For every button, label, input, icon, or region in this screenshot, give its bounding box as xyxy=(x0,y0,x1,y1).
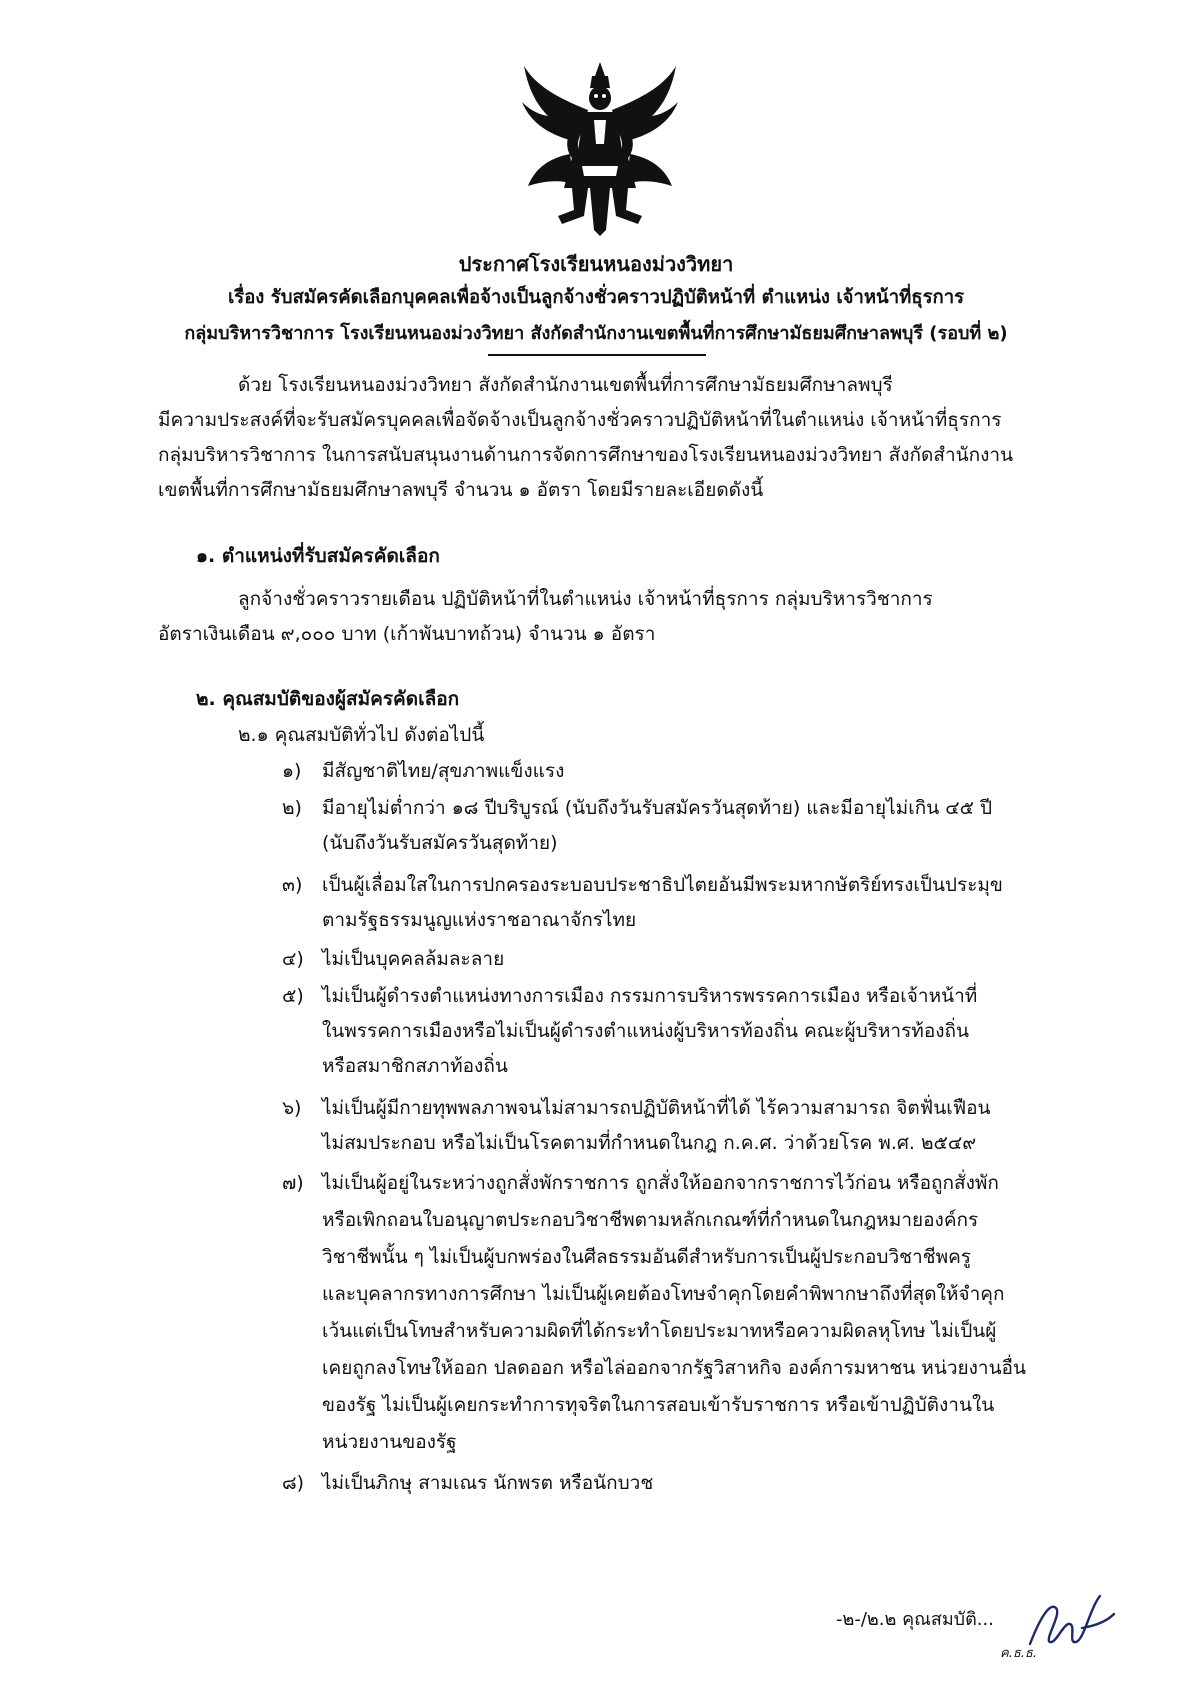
list-item-text: ไม่เป็นผู้ดำรงตำแหน่งทางการเมือง กรรมการบริหารพรรคการเมือง หรือเจ้าหน้าที่ xyxy=(322,985,978,1007)
list-item-text: และบุคลากรทางการศึกษา ไม่เป็นผู้เคยต้องโทษจำคุกโดยคำพิพากษาถึงที่สุดให้จำคุก xyxy=(322,1283,1005,1305)
list-item-number: ๘) xyxy=(282,1472,305,1494)
intro-line-2: มีความประสงค์ที่จะรับสมัครบุคคลเพื่อจัดจ้างเป็นลูกจ้างชั่วคราวปฏิบัติหน้าที่ในตำแหน่ง เจ้าหน้าที่ธุรการ xyxy=(158,409,1002,431)
initials: ค.ธ.ธ. xyxy=(1000,1646,1037,1661)
section-2-sub-heading: ๒.๑ คุณสมบัติทั่วไป ดังต่อไปนี้ xyxy=(238,724,485,746)
list-item-text: ไม่เป็นภิกษุ สามเณร นักพรต หรือนักบวช xyxy=(322,1472,654,1494)
announcement-subject-line-2: กลุ่มบริหารวิชาการ โรงเรียนหนองม่วงวิทยา สังกัดสำนักงานเขตพื้นที่การศึกษามัธยมศึกษาลพบุรี (รอบที่ ๒) xyxy=(184,323,1008,344)
section-1-line-1: ลูกจ้างชั่วคราวรายเดือน ปฏิบัติหน้าที่ในตำแหน่ง เจ้าหน้าที่ธุรการ กลุ่มบริหารวิชาการ xyxy=(238,588,933,610)
intro-line-1: ด้วย โรงเรียนหนองม่วงวิทยา สังกัดสำนักงานเขตพื้นที่การศึกษามัธยมศึกษาลพบุรี xyxy=(238,374,893,396)
list-item-text: เคยถูกลงโทษให้ออก ปลดออก หรือไล่ออกจากรัฐวิสาหกิจ องค์การมหาชน หน่วยงานอื่น xyxy=(322,1357,1026,1379)
list-item-text: ไม่เป็นบุคคลล้มละลาย xyxy=(322,948,505,970)
list-item-text: เว้นแต่เป็นโทษสำหรับความผิดที่ได้กระทำโดยประมาทหรือความผิดลหุโทษ ไม่เป็นผู้ xyxy=(322,1320,997,1342)
list-item-text: มีอายุไม่ต่ำกว่า ๑๘ ปีบริบูรณ์ (นับถึงวันรับสมัครวันสุดท้าย) และมีอายุไม่เกิน ๔๕ ปี xyxy=(322,797,993,819)
list-item-text: ไม่เป็นผู้มีกายทุพพลภาพจนไม่สามารถปฏิบัติหน้าที่ได้ ไร้ความสามารถ จิตฟั่นเฟือน xyxy=(322,1097,991,1119)
list-item-number: ๓) xyxy=(282,874,303,896)
list-item-text: หรือสมาชิกสภาท้องถิ่น xyxy=(322,1055,508,1077)
list-item-number: ๑) xyxy=(282,760,302,782)
section-2-heading: ๒. คุณสมบัติของผู้สมัครคัดเลือก xyxy=(196,688,460,710)
list-item-number: ๗) xyxy=(282,1172,304,1194)
garuda-emblem-icon xyxy=(518,58,682,236)
list-item-text: มีสัญชาติไทย/สุขภาพแข็งแรง xyxy=(322,760,565,782)
section-1-line-2: อัตราเงินเดือน ๙,๐๐๐ บาท (เก้าพันบาทถ้วน) จำนวน ๑ อัตรา xyxy=(158,623,656,645)
list-item-text: ไม่สมประกอบ หรือไม่เป็นโรคตามที่กำหนดในกฎ ก.ค.ศ. ว่าด้วยโรค พ.ศ. ๒๕๔๙ xyxy=(322,1132,977,1154)
list-item-number: ๖) xyxy=(282,1097,302,1119)
page-continuation: -๒-/๒.๒ คุณสมบัติ... xyxy=(836,1609,994,1630)
list-item-text: หรือเพิกถอนใบอนุญาตประกอบวิชาชีพตามหลักเกณฑ์ที่กำหนดในกฎหมายองค์กร xyxy=(322,1209,979,1231)
intro-line-3: กลุ่มบริหารวิชาการ ในการสนับสนุนงานด้านการจัดการศึกษาของโรงเรียนหนองม่วงวิทยา สังกัดสำนักงาน xyxy=(158,444,1014,466)
handwritten-signature-icon xyxy=(1010,1588,1120,1658)
list-item-number: ๒) xyxy=(282,797,302,819)
list-item-text: ไม่เป็นผู้อยู่ในระหว่างถูกสั่งพักราชการ ถูกสั่งให้ออกจากราชการไว้ก่อน หรือถูกสั่งพัก xyxy=(322,1172,999,1194)
list-item-text: (นับถึงวันรับสมัครวันสุดท้าย) xyxy=(322,832,558,854)
announcement-title: ประกาศโรงเรียนหนองม่วงวิทยา xyxy=(458,252,734,276)
header-divider xyxy=(488,354,706,356)
section-1-heading: ๑. ตำแหน่งที่รับสมัครคัดเลือก xyxy=(196,545,440,567)
list-item-text: หน่วยงานของรัฐ xyxy=(322,1431,457,1453)
list-item-number: ๔) xyxy=(282,948,304,970)
list-item-text: ของรัฐ ไม่เป็นผู้เคยกระทำการทุจริตในการสอบเข้ารับราชการ หรือเข้าปฏิบัติงานใน xyxy=(322,1394,995,1416)
announcement-subject-line-1: เรื่อง รับสมัครคัดเลือกบุคคลเพื่อจ้างเป็นลูกจ้างชั่วคราวปฏิบัติหน้าที่ ตำแหน่ง เจ้าหน้าที่ธุรการ xyxy=(227,287,965,308)
list-item-text: ตามรัฐธรรมนูญแห่งราชอาณาจักรไทย xyxy=(322,909,637,931)
intro-line-4: เขตพื้นที่การศึกษามัธยมศึกษาลพบุรี จำนวน ๑ อัตรา โดยมีรายละเอียดดังนี้ xyxy=(158,479,764,501)
list-item-text: ในพรรคการเมืองหรือไม่เป็นผู้ดำรงตำแหน่งผู้บริหารท้องถิ่น คณะผู้บริหารท้องถิ่น xyxy=(322,1020,970,1042)
list-item-text: วิชาชีพนั้น ๆ ไม่เป็นผู้บกพร่องในศีลธรรมอันดีสำหรับการเป็นผู้ประกอบวิชาชีพครู xyxy=(322,1246,972,1268)
list-item-number: ๕) xyxy=(282,985,304,1007)
list-item-text: เป็นผู้เลื่อมใสในการปกครองระบอบประชาธิปไตยอันมีพระมหากษัตริย์ทรงเป็นประมุข xyxy=(322,874,1003,896)
